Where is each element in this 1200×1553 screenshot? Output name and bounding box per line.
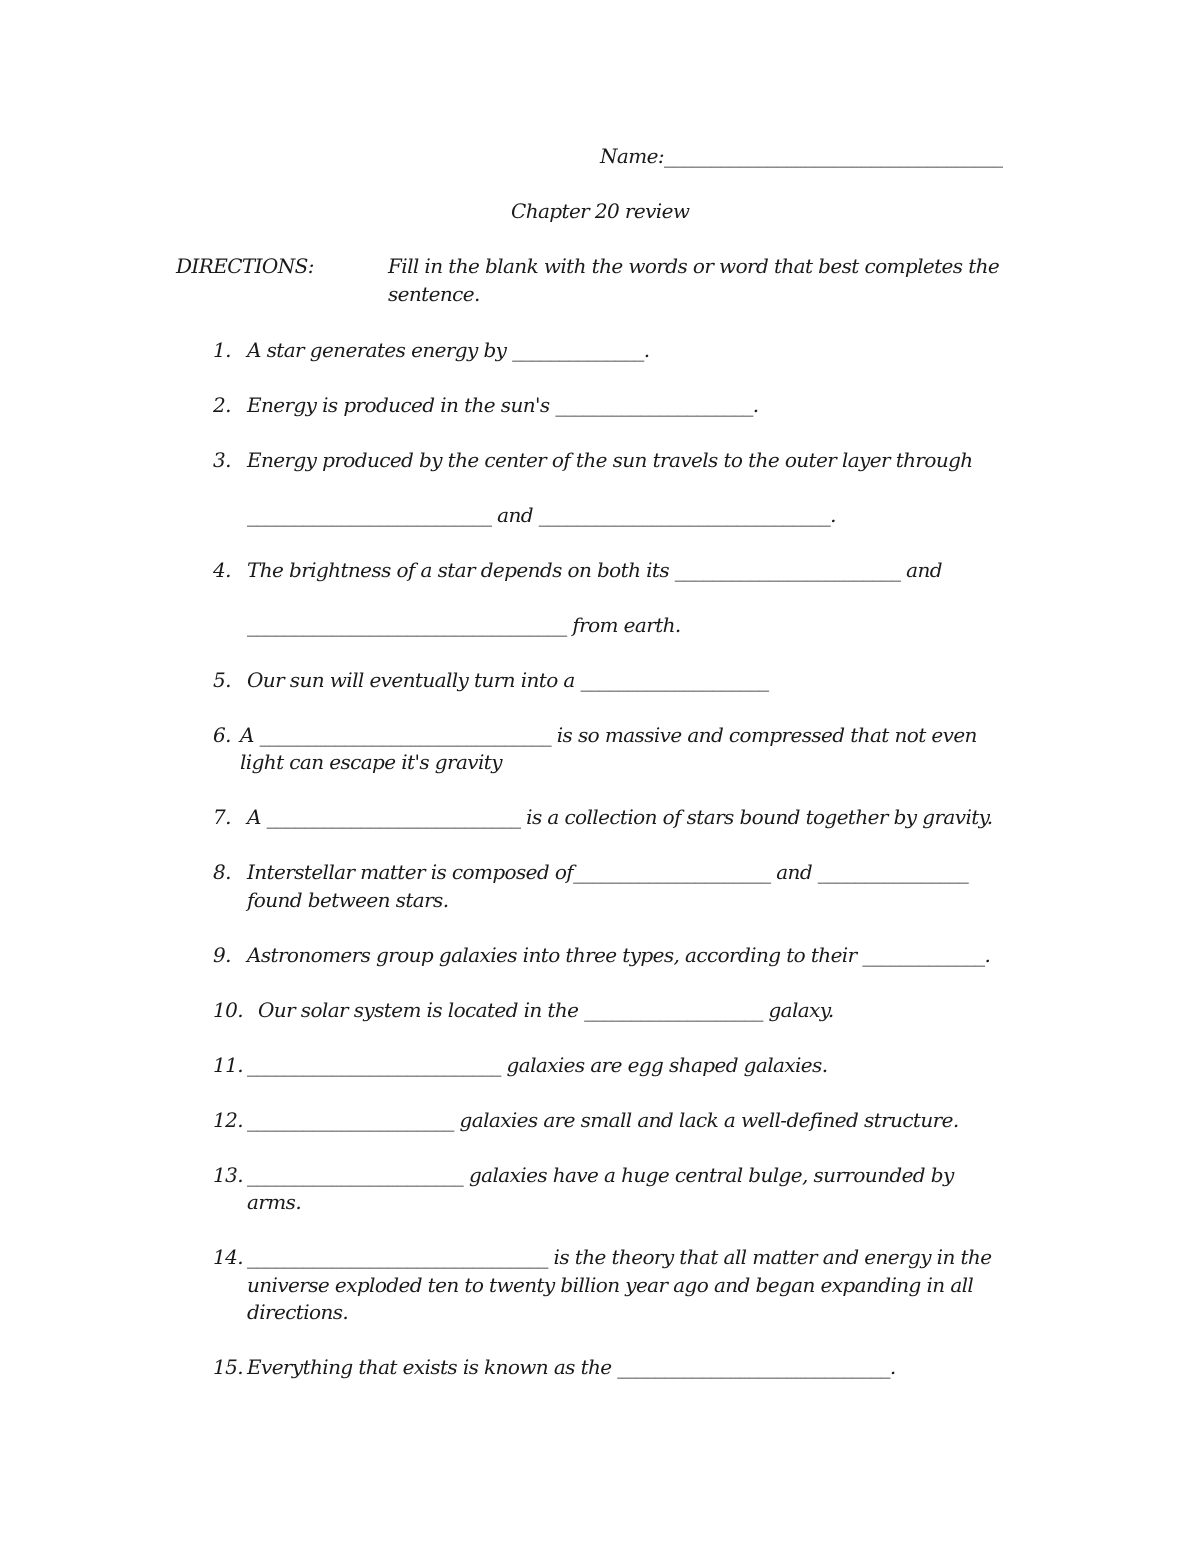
question-text: Interstellar matter is composed of_____________________ and ________________ — [247, 860, 969, 884]
question-text: __________________________ and _______________________________. — [247, 503, 836, 527]
question-text: Our sun will eventually turn into a ____________________ — [247, 668, 769, 692]
directions-text-line: Fill in the blank with the words or word that best completes the — [388, 254, 1000, 278]
question-text: universe exploded ten to twenty billion year ago and began expanding in all — [247, 1273, 974, 1297]
question-number: 2. — [213, 393, 231, 417]
question-text: A ___________________________ is a collection of stars bound together by gravity. — [247, 805, 993, 829]
question-text: __________________________________ from earth. — [247, 613, 681, 637]
question-text: Astronomers group galaxies into three types, according to their _____________. — [247, 943, 991, 967]
question-number: 1. — [213, 338, 231, 362]
directions-label: DIRECTIONS: — [176, 254, 314, 278]
question-number: 5. — [213, 668, 231, 692]
question-text: The brightness of a star depends on both its ________________________ and — [247, 558, 942, 582]
question-text: ______________________ galaxies are small and lack a well-defined structure. — [247, 1108, 959, 1132]
question-text: arms. — [247, 1190, 302, 1214]
question-text: light can escape it's gravity — [240, 750, 502, 774]
question-text: ___________________________ galaxies are egg shaped galaxies. — [247, 1053, 828, 1077]
question-number: 10. — [213, 998, 244, 1022]
directions-text-line: sentence. — [388, 282, 480, 306]
question-number: 6. — [213, 723, 231, 747]
name-field: Name:____________________________________ — [600, 144, 1003, 168]
question-text: A star generates energy by ______________. — [247, 338, 650, 362]
question-number: 13. — [213, 1163, 244, 1187]
question-number: 11. — [213, 1053, 244, 1077]
question-text: ________________________________ is the theory that all matter and energy in the — [247, 1245, 992, 1269]
question-number: 15. — [213, 1355, 244, 1379]
question-text: Energy produced by the center of the sun travels to the outer layer through — [247, 448, 973, 472]
question-text: directions. — [247, 1300, 349, 1324]
question-number: 12. — [213, 1108, 244, 1132]
question-text: Our solar system is located in the ___________________ galaxy. — [258, 998, 834, 1022]
worksheet-title: Chapter 20 review — [511, 199, 690, 223]
question-number: 4. — [213, 558, 231, 582]
question-text: found between stars. — [247, 888, 449, 912]
question-number: 7. — [213, 805, 231, 829]
question-text: A _______________________________ is so massive and compressed that not even — [240, 723, 977, 747]
question-number: 14. — [213, 1245, 244, 1269]
question-number: 9. — [213, 943, 231, 967]
question-number: 8. — [213, 860, 231, 884]
question-text: _______________________ galaxies have a huge central bulge, surrounded by — [247, 1163, 954, 1187]
question-text: Everything that exists is known as the _____________________________. — [247, 1355, 896, 1379]
question-text: Energy is produced in the sun's _____________________. — [247, 393, 759, 417]
question-number: 3. — [213, 448, 231, 472]
